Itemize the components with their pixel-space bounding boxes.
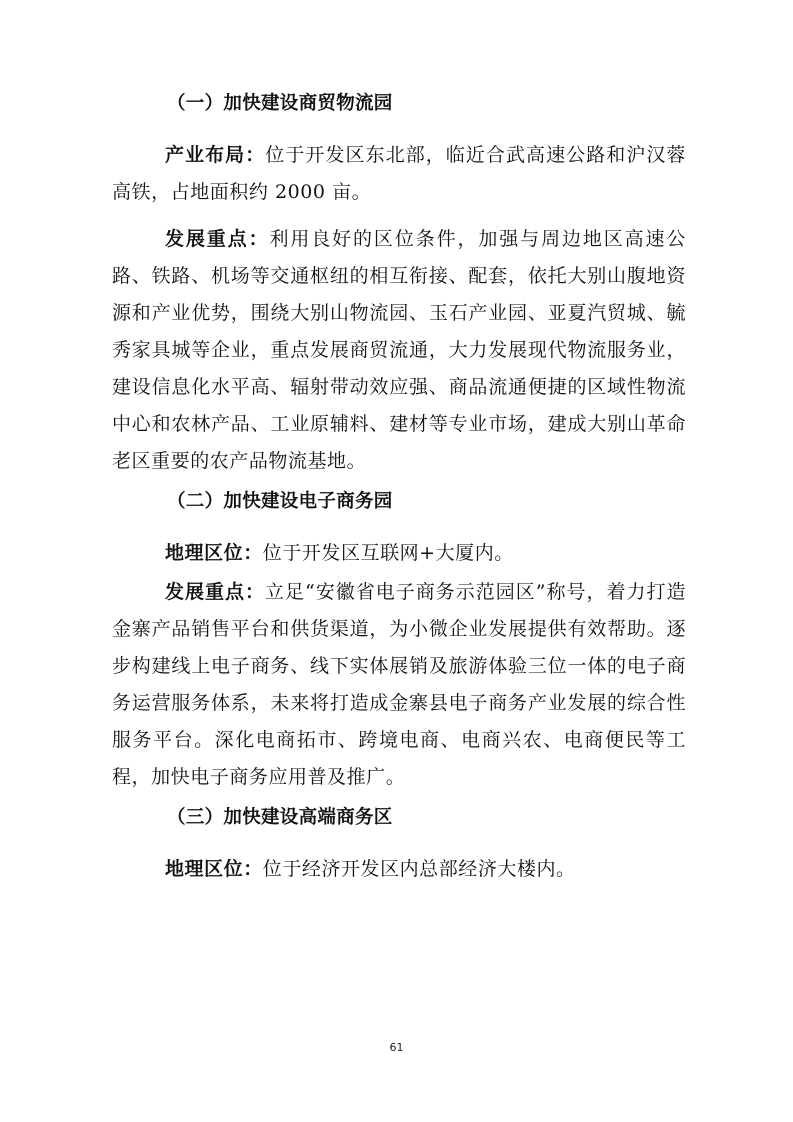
page-content — [112, 92, 686, 898]
section-heading: （三）加快建设高端商务区 — [167, 807, 393, 828]
section-heading: （二）加快建设电子商务园 — [167, 491, 393, 512]
paragraph — [112, 851, 686, 888]
paragraph-label: 发展重点： — [165, 581, 266, 603]
paragraph-label: 地理区位： — [165, 858, 263, 880]
paragraph-text: 利用良好的区位条件，加强与周边地区高速公路、铁路、机场等交通枢纽的相互衔接、配套，依托大别山腹地资源和产业优势，围绕大别山物流园、玉石产业园、亚夏汽贸城、毓秀家具城等企业，重点发展商贸流通，大力发展现代物流服务业，建设信息化水平高、辐射带动效应强、商品流通便捷的区域性物流中心和农林产品、工业原辅料、建材等专业市场，建成大别山革命老区重要的农产品物流基地。 — [112, 228, 686, 472]
paragraph-label: 产业布局： — [165, 144, 266, 166]
paragraph-text: 位于开发区互联网+大厦内。 — [262, 542, 514, 564]
paragraph-text: 位于开发区东北部，临近合武高速公路和沪汉蓉高铁，占地面积约 2000 亩。 — [112, 144, 686, 203]
section-heading: （一）加快建设商贸物流园 — [167, 93, 393, 114]
paragraph-label: 地理区位： — [165, 542, 263, 564]
page-number: 61 — [389, 1041, 404, 1054]
paragraph — [112, 535, 686, 572]
paragraph — [112, 574, 686, 796]
paragraph-label: 发展重点： — [165, 228, 270, 250]
paragraph-text: 位于经济开发区内总部经济大楼内。 — [262, 858, 576, 880]
paragraph — [112, 221, 686, 480]
paragraph-text: 立足“安徽省电子商务示范园区”称号，着力打造金寨产品销售平台和供货渠道，为小微企业发展提供有效帮助。逐步构建线上电子商务、线下实体展销及旅游体验三位一体的电子商务运营服务体系，未来将打造成金寨县电子商务产业发展的综合性服务平台。深化电商拓市、跨境电商、电商兴农、电商便民等工程，加快电子商务应用普及推广。 — [112, 581, 686, 788]
paragraph — [112, 137, 686, 211]
